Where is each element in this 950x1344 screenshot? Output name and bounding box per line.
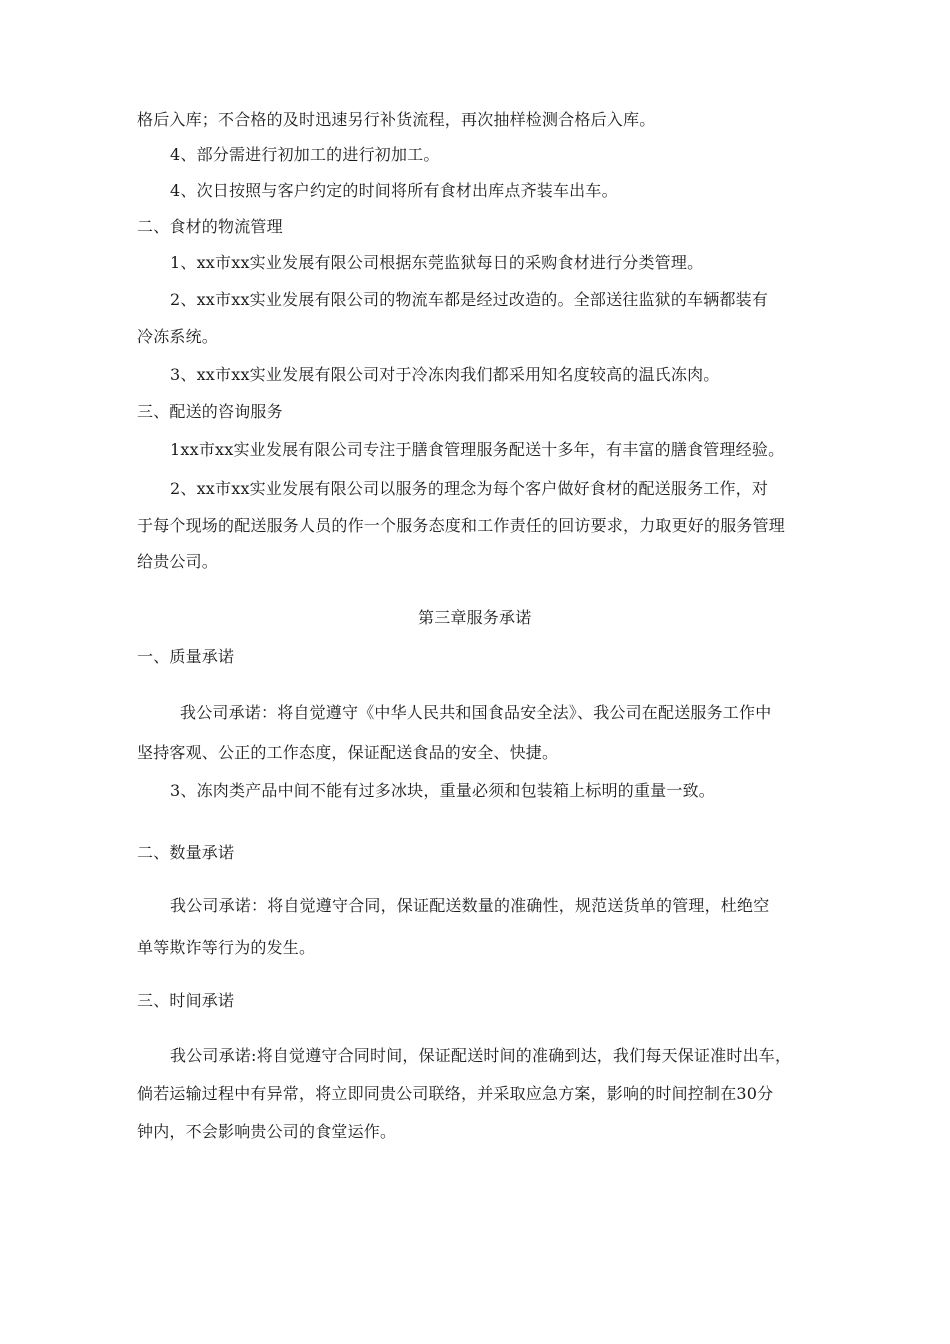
section-heading: 三、时间承诺 xyxy=(137,991,235,1010)
list-item: 4、次日按照与客户约定的时间将所有食材出库点齐装车出车。 xyxy=(170,181,618,200)
body-text-line: 我公司承诺:将自觉遵守合同时间，保证配送时间的准确到达，我们每天保证准时出车， xyxy=(170,1046,792,1065)
body-text-line: 我公司承诺：将自觉遵守《中华人民共和国食品安全法》、我公司在配送服务工作中 xyxy=(180,703,772,722)
body-text-line: 于每个现场的配送服务人员的作一个服务态度和工作责任的回访要求，力取更好的服务管理 xyxy=(137,516,786,535)
body-text-line: 给贵公司。 xyxy=(137,552,219,571)
list-item: 3、冻肉类产品中间不能有过多冰块，重量必须和包装箱上标明的重量一致。 xyxy=(170,781,715,800)
body-text-line: 我公司承诺：将自觉遵守合同，保证配送数量的准确性，规范送货单的管理，杜绝空 xyxy=(170,896,770,915)
list-item: 3、xx市xx实业发展有限公司对于冷冻肉我们都采用知名度较高的温氏冻肉。 xyxy=(170,365,720,384)
list-item: 1xx市xx实业发展有限公司专注于膳食管理服务配送十多年，有丰富的膳食管理经验。 xyxy=(170,440,785,459)
list-item: 2、xx市xx实业发展有限公司的物流车都是经过改造的。全部送往监狱的车辆都装有 xyxy=(170,290,769,309)
section-heading: 二、食材的物流管理 xyxy=(137,217,283,236)
list-item: 1、xx市xx实业发展有限公司根据东莞监狱每日的采购食材进行分类管理。 xyxy=(170,253,704,272)
body-text-line: 单等欺诈等行为的发生。 xyxy=(137,938,316,957)
body-text-line: 格后入库；不合格的及时迅速另行补货流程，再次抽样检测合格后入库。 xyxy=(137,110,656,129)
body-text-line: 冷冻系统。 xyxy=(137,327,219,346)
section-heading: 一、质量承诺 xyxy=(137,647,235,666)
chapter-title: 第三章服务承诺 xyxy=(418,608,532,627)
body-text-line: 坚持客观、公正的工作态度，保证配送食品的安全、快捷。 xyxy=(137,743,559,762)
body-text-line: 钟内，不会影响贵公司的食堂运作。 xyxy=(137,1122,397,1141)
list-item: 4、部分需进行初加工的进行初加工。 xyxy=(170,145,440,164)
body-text-line: 倘若运输过程中有异常，将立即同贵公司联络，并采取应急方案，影响的时间控制在30分 xyxy=(137,1084,774,1103)
section-heading: 三、配送的咨询服务 xyxy=(137,402,283,421)
section-heading: 二、数量承诺 xyxy=(137,843,235,862)
list-item: 2、xx市xx实业发展有限公司以服务的理念为每个客户做好食材的配送服务工作，对 xyxy=(170,479,769,498)
